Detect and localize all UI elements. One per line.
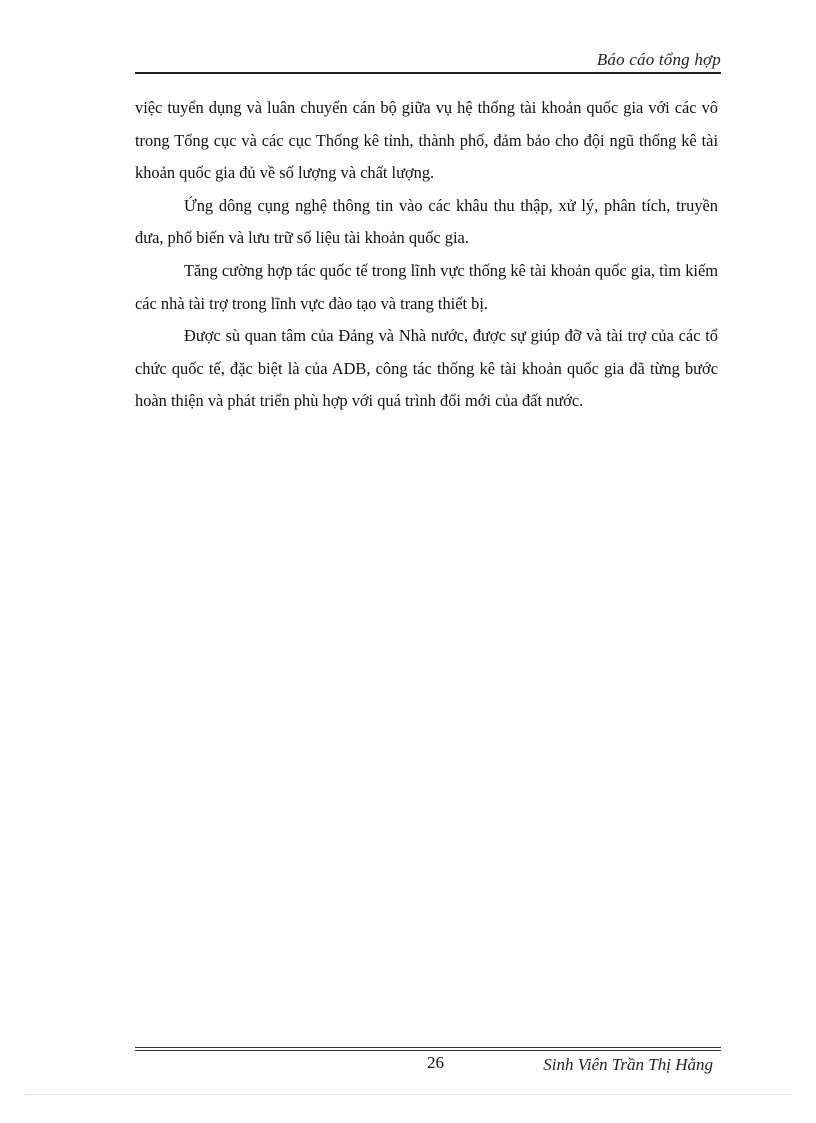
page-number: 26	[427, 1053, 444, 1072]
paragraph-it-application: Ứng dông cụng nghệ thông tin vào các khâu thu thập, xử lý, phân tích, truyền đưa, phổ biến và lưu trữ số liệu tài khoản quốc gia.	[135, 195, 718, 248]
page-footer	[135, 1047, 721, 1087]
paragraph-international-cooperation: Tăng cường hợp tác quốc tế trong lĩnh vực thống kê tài khoản quốc gia, tìm kiếm các nhà tài trợ trong lĩnh vực đào tạo và trang thiết bị.	[135, 260, 718, 313]
footer-rule-top	[135, 1047, 721, 1048]
header-rule	[135, 72, 721, 74]
paragraph-support-and-development: Được sù quan tâm của Đảng và Nhà nước, được sự giúp đỡ và tài trợ của các tổ chức quốc tế, đặc biệt là của ADB, công tác thống kê tài khoản quốc gia đã từng bước hoàn thiện và phát triển phù hợp với quá trình đổi mới của đất nước.	[135, 326, 718, 411]
footer-rule-bottom	[135, 1050, 721, 1051]
footer-author: Sinh Viên Trần Thị Hằng	[543, 1055, 713, 1074]
page-bottom-dotted-border	[24, 1094, 792, 1095]
document-body	[135, 92, 718, 418]
paragraph-continuation: việc tuyển dụng và luân chuyển cán bộ giữa vụ hệ thống tài khoản quốc gia với các vô trong Tổng cục và các cục Thống kê tỉnh, thành phố, đảm bảo cho đội ngũ thống kê tài khoản quốc gia đủ về số lượng và chất lượng.	[135, 98, 718, 183]
page-header	[135, 46, 721, 74]
header-title: Báo cáo tổng hợp	[596, 50, 721, 69]
